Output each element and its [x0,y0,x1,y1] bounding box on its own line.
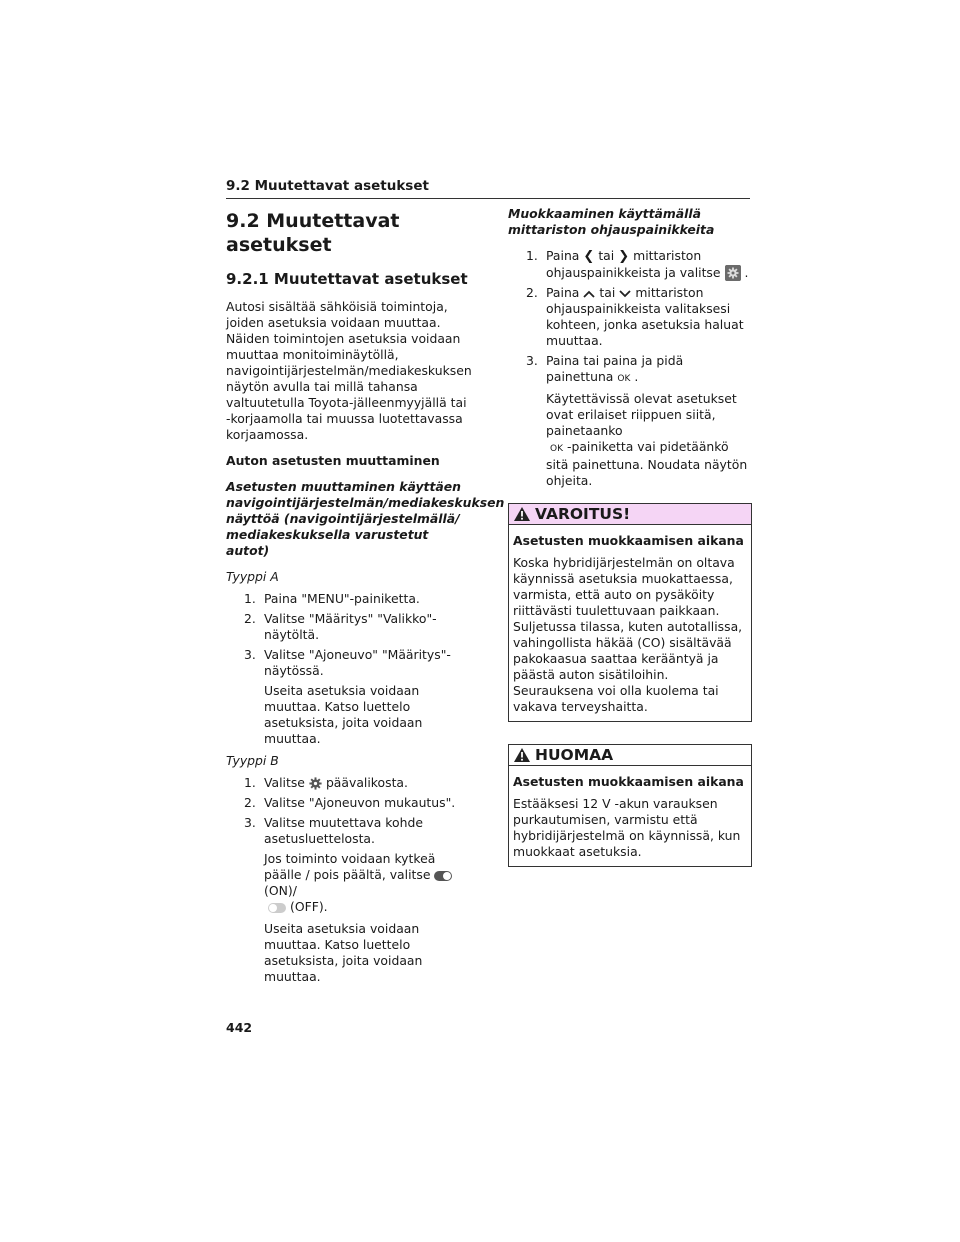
settings-heading: Auton asetusten muuttaminen [226,453,440,468]
step-text: mittariston ohjauspainikkeista ja valitse [546,248,721,280]
ok-note-text: Käytettävissä olevat asetukset ovat erilaiset riippuen siitä, painetaanko [546,391,737,438]
warning-header [509,504,751,525]
warning-subtitle: Asetusten muokkaamisen aikana [513,533,744,548]
step-number: 2. [526,285,538,300]
step-a1 [244,591,470,607]
step-number: 2. [244,795,256,810]
step-text: Paina "MENU"-painiketta. [264,591,420,606]
step-a2 [244,611,470,643]
gear-box-icon [725,265,741,281]
warning-body [509,525,751,721]
ok-icon: OK [617,374,631,384]
gear-icon [309,777,322,790]
step-text: Valitse "Määritys" "Valikko"-näytöltä. [264,611,437,642]
type-b-note: Useita asetuksia voidaan muuttaa. Katso luettelo asetuksista, joita voidaan muuttaa. [264,921,423,984]
step-number: 3. [244,815,256,830]
step-b1 [244,775,470,791]
warning-icon [513,506,531,522]
nav-settings-heading: Asetusten muuttaminen käyttäen navigointijärjestelmän/mediakeskuksen näyttöä (navigointijärjestelmällä/ mediakeskuksella varustetut autot) [226,479,505,558]
meter-settings-heading: Muokkaaminen käyttämällä mittariston ohjauspainikkeita [508,206,715,237]
toggle-off-icon [268,903,286,913]
left-column [226,206,505,991]
warning-title: VAROITUS! [535,505,631,523]
warning-box [508,503,752,722]
type-b-label: Tyyppi B [226,753,279,768]
step-text: Valitse "Ajoneuvon mukautus". [264,795,456,810]
chevron-right-icon: ❯ [618,248,630,264]
step-number: 3. [526,353,538,368]
chevron-up-icon [583,290,595,298]
type-a-note: Useita asetuksia voidaan muuttaa. Katso luettelo asetuksista, joita voidaan muuttaa. [264,683,423,746]
step-r2 [526,285,752,349]
step-text: . [744,264,749,280]
step-b3 [244,815,470,847]
right-column [508,206,752,867]
notice-title: HUOMAA [535,746,614,764]
toggle-note-text: Jos toiminto voidaan kytkeä päälle / pois päältä, valitse [264,851,436,882]
toggle-on-label: (ON)/ [264,883,297,898]
step-text: tai [599,285,616,300]
step-text: . [634,369,639,384]
ok-icon: OK [550,444,563,454]
step-text: tai [598,248,615,263]
toggle-note [264,851,470,915]
notice-subtitle: Asetusten muokkaamisen aikana [513,774,744,789]
intro-paragraph: Autosi sisältää sähköisiä toimintoja, joiden asetuksia voidaan muuttaa. Näiden toimintojen asetuksia voidaan muuttaa monitoiminäytöllä, navigointijärjestelmän/mediakeskuksen näytön avulla tai millä tahansa valtuutetulla Toyota-jälleenmyyjällä tai -korjaamolla tai muussa luotettavassa korjaamossa. [226,299,472,442]
toggle-off-label: (OFF). [290,899,328,914]
step-number: 1. [244,591,256,606]
notice-text: Estääksesi 12 V -akun varauksen purkautumisen, varmistu että hybridijärjestelmä on käynnissä, kun muokkaat asetuksia. [513,796,741,859]
step-number: 3. [244,647,256,662]
notice-body [509,766,751,866]
step-r1 [526,248,752,281]
page-number: 442 [226,1020,253,1035]
step-a3 [244,647,470,679]
warning-text: Koska hybridijärjestelmän on oltava käynnissä asetuksia muokattaessa, varmista, että auto on pysäköity riittävästi tuulettuvaan paikkaan. Suljetussa tilassa, kuten autotallissa, vahingollista häkää (CO) sisältävää pakokaasua saattaa kerääntyä ja päästä auton sisätiloihin. Seurauksena voi olla kuolema tai vakava terveyshaitta. [513,555,743,714]
step-number: 2. [244,611,256,626]
type-a-label: Tyyppi A [226,569,279,584]
chevron-down-icon [619,290,631,298]
notice-box [508,744,752,867]
step-number: 1. [526,248,538,263]
step-number: 1. [244,775,256,790]
step-r3 [526,353,752,387]
warning-icon [513,747,531,763]
notice-header [509,745,751,766]
step-text: mittariston ohjauspainikkeista valitaksesi kohteen, jonka asetuksia haluat muuttaa. [546,285,744,348]
subsection-title: 9.2.1 Muutettavat asetukset [226,270,468,288]
step-b2 [244,795,470,811]
ok-note [546,391,752,489]
step-text-post: päävalikosta. [325,775,408,790]
step-text: Valitse muutettava kohde asetusluettelosta. [264,815,423,846]
step-text: Paina [546,248,580,263]
step-text: Paina [546,285,580,300]
section-title: 9.2 Muutettavat asetukset [226,210,400,256]
step-text-pre: Valitse [264,775,305,790]
toggle-on-icon [434,871,452,881]
running-head: 9.2 Muutettavat asetukset [226,178,750,199]
ok-note-text: -painiketta vai pidetäänkö sitä painettuna. Noudata näytön ohjeita. [546,439,748,488]
step-text: Paina tai paina ja pidä painettuna [546,353,684,384]
step-text: Valitse "Ajoneuvo" "Määritys"-näytössä. [264,647,451,678]
chevron-left-icon: ❮ [583,248,595,264]
